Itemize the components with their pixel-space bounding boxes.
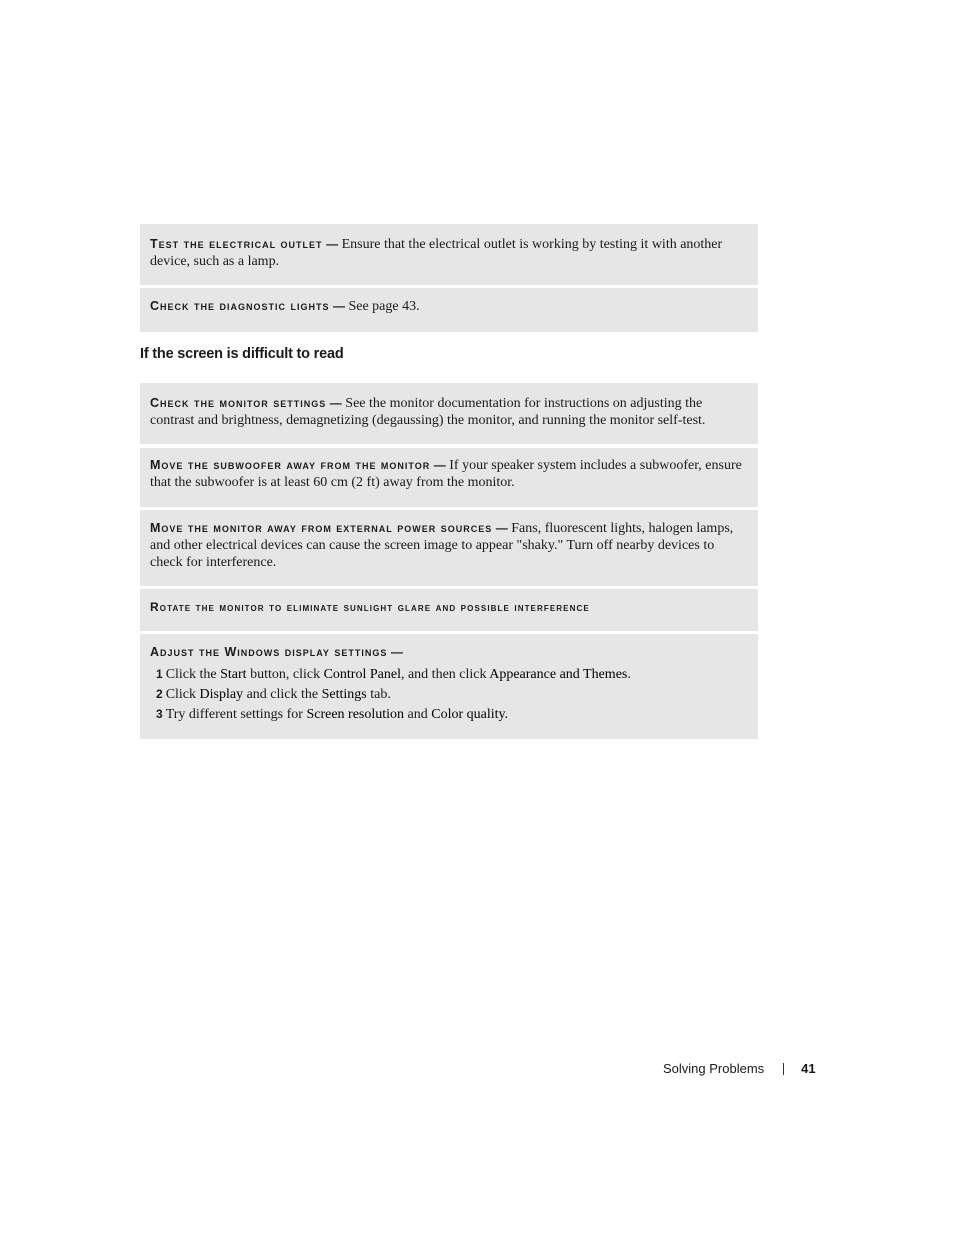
tip-heading: Move the subwoofer away from the monitor	[150, 458, 431, 472]
footer-divider	[783, 1063, 784, 1075]
tip-heading: Check the diagnostic lights	[150, 299, 330, 313]
step-text: button, click	[246, 667, 324, 682]
step-1	[150, 666, 748, 683]
tip-text: Fans, fluorescent lights, halogen lamps, and other electrical devices can cause the screen image to appear "shaky." Turn off nearby devices to check for interference.	[150, 521, 734, 570]
tip-heading: Rotate the monitor to eliminate sunlight glare and possible interference	[150, 600, 590, 614]
section-title: If the screen is difficult to read	[140, 346, 344, 362]
tip-box-windows-display	[140, 634, 758, 739]
step-3	[150, 706, 748, 723]
tip-heading: Adjust the Windows display settings	[150, 645, 388, 659]
ui-term: Color quality.	[431, 707, 509, 722]
step-number: 3	[156, 707, 163, 721]
page-number: 41	[801, 1061, 816, 1076]
tip-text: Ensure that the electrical outlet is working by testing it with another device, such as a lamp.	[150, 237, 723, 269]
step-text: .	[627, 667, 631, 682]
tip-box-power-sources	[140, 510, 758, 586]
step-number: 2	[156, 687, 163, 701]
em-dash: —	[433, 458, 446, 472]
step-text: and	[404, 707, 432, 722]
ui-term: Screen resolution	[306, 707, 405, 722]
page-footer	[663, 1061, 816, 1076]
ui-term: Appearance and Themes	[489, 667, 628, 682]
step-text: Click the	[165, 667, 221, 682]
tip-box-monitor-settings	[140, 383, 758, 444]
step-text: Try different settings for	[165, 707, 307, 722]
ui-term: Start	[220, 667, 247, 682]
tip-box-subwoofer	[140, 448, 758, 507]
em-dash: —	[495, 521, 508, 535]
tip-box-test-outlet	[140, 224, 758, 285]
step-2	[150, 686, 748, 703]
em-dash: —	[332, 299, 345, 313]
tip-text: See page 43.	[348, 299, 420, 314]
ui-term: Control Panel	[323, 667, 401, 682]
em-dash: —	[329, 396, 342, 410]
step-text: Click	[165, 687, 200, 702]
tip-text: If your speaker system includes a subwoofer, ensure that the subwoofer is at least 60 cm (2 ft) away from the monitor.	[150, 458, 742, 490]
ui-term: Display	[199, 687, 244, 702]
ui-term: Settings	[321, 687, 367, 702]
tip-box-rotate-monitor	[140, 589, 758, 631]
tip-heading: Check the monitor settings	[150, 396, 327, 410]
step-text: , and then click	[400, 667, 490, 682]
tip-heading: Move the monitor away from external power sources	[150, 521, 493, 535]
tip-text: See the monitor documentation for instructions on adjusting the contrast and brightness, demagnetizing (degaussing) the monitor, and running the monitor self-test.	[150, 396, 706, 428]
step-number: 1	[156, 667, 163, 681]
footer-section-name: Solving Problems	[663, 1061, 765, 1076]
em-dash: —	[326, 237, 339, 251]
step-text: tab.	[366, 687, 391, 702]
tip-box-diagnostic-lights	[140, 288, 758, 332]
em-dash: —	[390, 645, 403, 659]
step-text: and click the	[243, 687, 322, 702]
tip-heading: Test the electrical outlet	[150, 237, 323, 251]
